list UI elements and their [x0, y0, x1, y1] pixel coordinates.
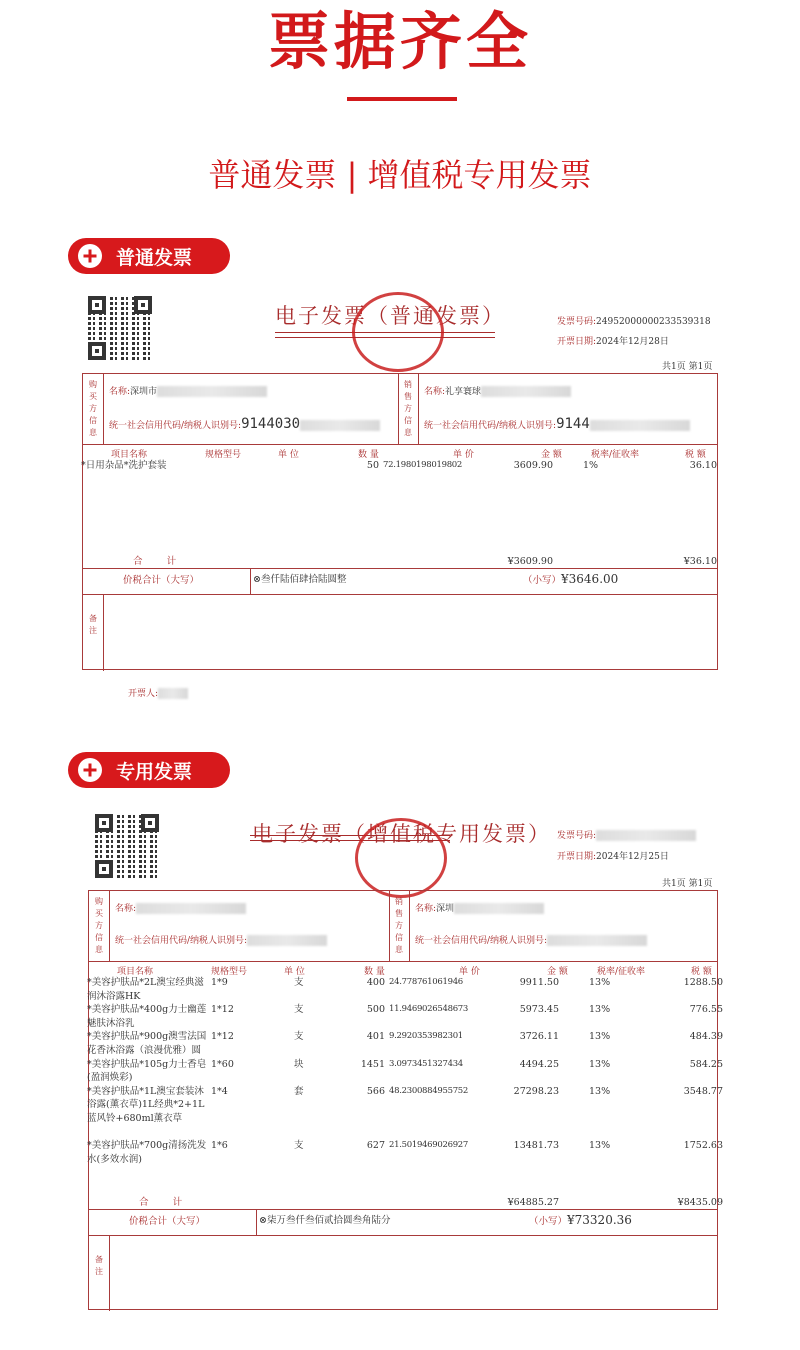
issue-date-value: 2024年12月25日	[596, 852, 669, 862]
qr-code	[95, 814, 159, 878]
seller-tax-id-value: 9144	[556, 416, 590, 432]
name-label: 名称:	[115, 904, 137, 914]
total-tax: ¥8435.09	[677, 1197, 723, 1208]
item-amount: 5973.45	[519, 1004, 559, 1016]
item-tax: 1288.50	[683, 977, 723, 988]
seller-name	[424, 384, 571, 397]
item-tax-rate: 13%	[589, 1140, 611, 1152]
buyer-tax-id	[109, 416, 380, 432]
item-qty: 50	[366, 460, 379, 471]
page-subtitle: 普通发票 | 增值税专用发票	[208, 156, 592, 194]
issuer-label: 开票人:	[128, 689, 159, 699]
tax-id-label: 统一社会信用代码/纳税人识别号:	[415, 936, 548, 946]
invoice-1	[0, 290, 800, 710]
divider	[103, 374, 104, 444]
divider	[89, 1235, 717, 1236]
item-unit-price: 3.0973451327434	[389, 1058, 463, 1069]
official-seal	[352, 292, 444, 372]
item-amount: 13481.73	[513, 1140, 559, 1152]
item-unit-price: 9.2920353982301	[389, 1031, 463, 1042]
item-tax-rate: 13%	[589, 1085, 611, 1097]
total-tax: ¥36.10	[683, 556, 717, 567]
item-name: *美容护肤品*900g澳雪法国花香沐浴露（浪漫优雅）圆	[87, 1031, 207, 1056]
redacted	[590, 420, 690, 431]
column-header: 单 位	[278, 450, 299, 460]
label-buyer: 购买方信息	[95, 897, 103, 954]
invoice-2	[0, 808, 800, 1350]
name-label: 名称:	[424, 387, 446, 397]
item-name: *美容护肤品*400g力士幽莲魅肤沐浴乳	[87, 1004, 207, 1029]
redacted	[547, 935, 647, 946]
small-label: （小写）	[529, 1216, 568, 1227]
item-unit-price: 24.778761061946	[389, 977, 463, 987]
column-header: 项目名称	[111, 450, 148, 460]
divider	[418, 374, 419, 444]
item-amount: 3609.90	[513, 460, 553, 471]
total-small	[529, 1214, 632, 1229]
item-amount: 4494.25	[519, 1058, 559, 1070]
column-header: 单 位	[284, 967, 305, 977]
redacted	[247, 935, 327, 946]
item-amount: 3726.11	[519, 1031, 559, 1043]
divider	[109, 891, 110, 961]
column-header: 税 额	[691, 967, 712, 977]
total-in-words	[259, 1214, 390, 1228]
total-in-words	[253, 573, 346, 587]
item-name: *美容护肤品*105g力士香皂(盈润焕彩)	[87, 1058, 207, 1084]
invoice-table	[87, 890, 723, 1310]
total-in-words-label: 价税合计（大写）	[123, 575, 200, 586]
label-seller: 销售方信息	[395, 897, 403, 954]
total-label: 合 计	[133, 556, 177, 567]
item-unit: 支	[294, 1031, 304, 1043]
item-spec: 1*6	[211, 1140, 228, 1152]
item-spec: 1*12	[211, 1004, 234, 1016]
item-tax-rate: 13%	[589, 1004, 611, 1016]
buyer-name-value: 深圳市	[130, 387, 158, 397]
item-tax-rate: 1%	[583, 460, 599, 471]
small-label: （小写）	[523, 575, 562, 586]
cross-circle-icon: ⊗	[253, 574, 261, 585]
total-small	[523, 573, 618, 588]
column-header: 数 量	[364, 967, 385, 977]
item-tax-rate: 13%	[589, 977, 611, 988]
invoice-number	[557, 314, 711, 327]
total-small-value: ¥73320.36	[567, 1213, 632, 1227]
item-unit-price: 11.9469026548673	[389, 1004, 469, 1015]
total-amount: ¥3609.90	[507, 556, 553, 567]
redacted	[300, 420, 380, 431]
item-tax: 1752.63	[683, 1140, 723, 1152]
tax-id-label: 统一社会信用代码/纳税人识别号:	[115, 936, 248, 946]
cross-circle-icon: ⊗	[259, 1215, 267, 1226]
item-tax-rate: 13%	[589, 1031, 611, 1043]
item-spec: 1*4	[211, 1085, 228, 1097]
item-spec: 1*12	[211, 1031, 234, 1043]
invoice-number-label: 发票号码:	[557, 831, 597, 841]
divider	[89, 1209, 717, 1210]
divider	[89, 961, 717, 962]
item-unit: 套	[294, 1085, 304, 1097]
invoice-number-value: 24952000000233539318	[596, 317, 711, 327]
plus-circle-icon	[78, 758, 102, 782]
item-tax: 3548.77	[683, 1085, 723, 1097]
item-qty: 1451	[360, 1058, 385, 1070]
remarks-label: 备注	[89, 614, 97, 635]
item-unit: 支	[294, 977, 304, 988]
item-tax: 484.39	[689, 1031, 723, 1043]
column-header: 金 额	[541, 450, 562, 460]
item-unit: 支	[294, 1004, 304, 1016]
issue-date-label: 开票日期:	[557, 852, 597, 862]
tax-id-label: 统一社会信用代码/纳税人识别号:	[424, 421, 557, 431]
column-header: 单 价	[459, 967, 480, 977]
divider	[256, 1209, 257, 1235]
column-header: 税率/征收率	[591, 450, 640, 460]
plus-circle-icon	[78, 244, 102, 268]
total-small-value: ¥3646.00	[561, 572, 619, 586]
page-count: 共1页 第1页	[662, 879, 713, 889]
column-header: 规格型号	[211, 967, 248, 977]
seller-name-value: 礼享寰球	[445, 387, 482, 397]
invoice-number	[557, 828, 696, 841]
item-spec: 1*60	[211, 1058, 234, 1070]
redacted	[157, 386, 267, 397]
item-spec: 1*9	[211, 977, 228, 988]
item-name: *美容护肤品*700g清扬洗发水(多效水润)	[87, 1140, 207, 1165]
seller-tax-id	[424, 416, 690, 432]
item-tax-rate: 13%	[589, 1058, 611, 1070]
issue-date-label: 开票日期:	[557, 337, 597, 347]
seller-name	[415, 901, 544, 914]
total-in-words-label: 价税合计（大写）	[129, 1216, 206, 1227]
badge-label: 专用发票	[116, 760, 193, 783]
issue-date	[557, 849, 669, 862]
redacted	[596, 830, 696, 841]
column-header: 数 量	[358, 450, 379, 460]
invoice-number-label: 发票号码:	[557, 317, 597, 327]
item-unit-price: 48.2300884955752	[389, 1085, 469, 1096]
buyer-name	[115, 901, 246, 914]
item-name: *美容护肤品*1L澳宝套装沐浴露(薰衣草)1L经典*2+1L蓝风铃+680ml薰衣草	[87, 1085, 205, 1124]
badge-normal-invoice	[68, 238, 230, 274]
item-tax: 36.10	[689, 460, 717, 471]
buyer-name	[109, 384, 267, 397]
issue-date-value: 2024年12月28日	[596, 337, 669, 347]
item-tax: 584.25	[689, 1058, 723, 1070]
column-header: 税 额	[685, 450, 706, 460]
item-name: *日用杂品*洗护套装	[81, 460, 167, 471]
redacted	[481, 386, 571, 397]
column-header: 税率/征收率	[597, 967, 646, 977]
item-unit-price: 72.1980198019802	[383, 460, 463, 470]
item-qty: 566	[366, 1085, 385, 1097]
seller-name-value: 深圳	[436, 904, 455, 914]
badge-special-invoice	[68, 752, 230, 788]
column-header: 单 价	[453, 450, 474, 460]
divider	[83, 568, 717, 569]
redacted	[136, 903, 246, 914]
item-name: *美容护肤品*2L澳宝经典滋润沐浴露HK	[87, 977, 204, 1002]
column-header: 项目名称	[117, 967, 154, 977]
total-label: 合 计	[139, 1197, 183, 1208]
label-seller: 销售方信息	[404, 380, 412, 437]
issue-date	[557, 334, 669, 347]
item-unit-price: 21.5019469026927	[389, 1140, 469, 1151]
name-label: 名称:	[415, 904, 437, 914]
item-amount: 27298.23	[513, 1085, 559, 1097]
name-label: 名称:	[109, 387, 131, 397]
divider	[103, 594, 104, 671]
label-buyer: 购买方信息	[89, 380, 97, 437]
item-qty: 627	[366, 1140, 385, 1152]
item-unit: 支	[294, 1140, 304, 1152]
column-header: 金 额	[547, 967, 568, 977]
buyer-tax-id	[115, 933, 327, 946]
redacted	[454, 903, 544, 914]
divider	[83, 444, 717, 445]
item-unit: 块	[294, 1058, 304, 1070]
invoice-title: 电子发票（增值税专用发票）	[252, 822, 551, 846]
divider	[389, 891, 390, 961]
divider	[409, 891, 410, 961]
invoice-table	[82, 373, 718, 670]
invoice-title: 电子发票（普通发票）	[275, 304, 505, 328]
issuer	[128, 686, 188, 699]
tax-id-label: 统一社会信用代码/纳税人识别号:	[109, 421, 242, 431]
page-count: 共1页 第1页	[662, 362, 713, 372]
title-divider	[347, 97, 457, 101]
divider	[83, 594, 717, 595]
divider	[250, 568, 251, 594]
official-seal	[355, 818, 447, 898]
qr-code	[88, 296, 152, 360]
item-qty: 500	[366, 1004, 385, 1016]
divider	[398, 374, 399, 444]
total-amount: ¥64885.27	[507, 1197, 559, 1208]
seller-tax-id	[415, 933, 647, 946]
item-amount: 9911.50	[519, 977, 559, 988]
item-qty: 401	[366, 1031, 385, 1043]
redacted	[158, 688, 188, 699]
page-title: 票据齐全	[267, 5, 532, 78]
remarks-label: 备注	[95, 1255, 103, 1276]
item-qty: 400	[366, 977, 385, 988]
column-header: 规格型号	[205, 450, 242, 460]
total-in-words-value: 柒万叁仟叁佰贰拾圆叁角陆分	[266, 1215, 391, 1226]
buyer-tax-id-value: 9144030	[241, 416, 301, 432]
item-tax: 776.55	[689, 1004, 723, 1016]
badge-label: 普通发票	[116, 246, 193, 269]
total-in-words-value: 叁仟陆佰肆拾陆圆整	[260, 574, 347, 585]
